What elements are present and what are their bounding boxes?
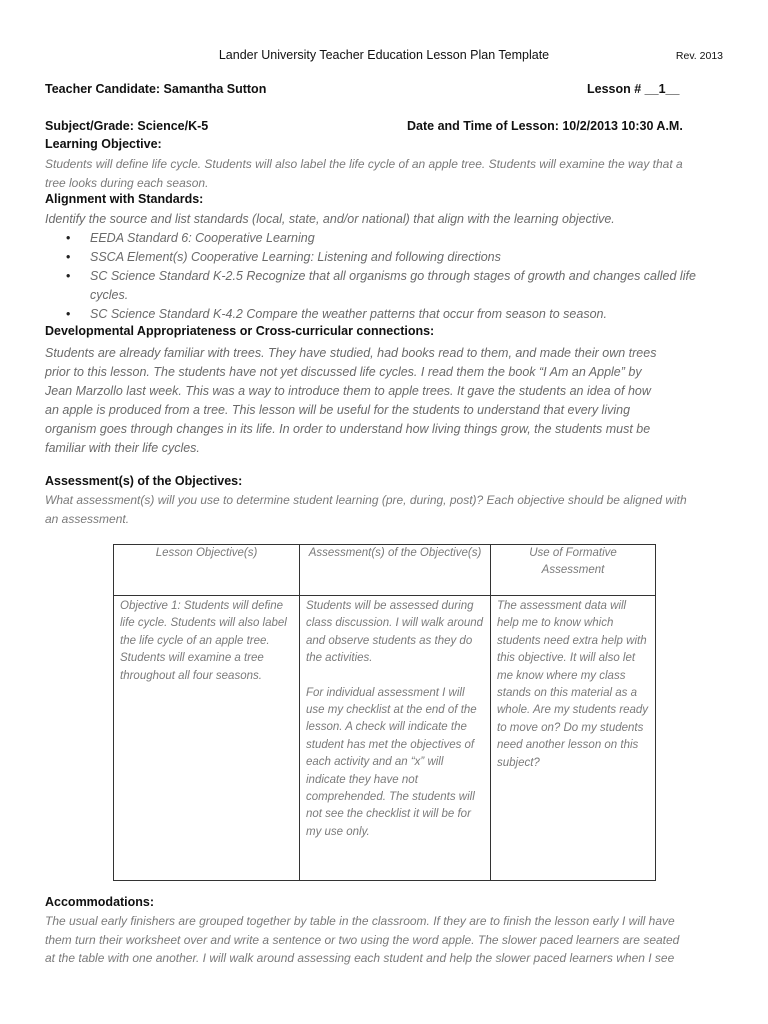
table-header-cell: Assessment(s) of the Objective(s) [300,545,491,596]
standard-item: • SC Science Standard K-4.2 Compare the weather patterns that occur from season to season. [90,305,768,324]
table-header-cell: Use of Formative Assessment [491,545,656,596]
text-line: Students will define life cycle. Students will also label the life cycle of an apple tree. Students will examine the way that a [45,157,683,171]
developmental-text [45,344,725,458]
table-header-cell: Lesson Objective(s) [114,545,300,596]
assessment-intro [45,491,725,528]
learning-objective-text [45,155,725,192]
text-line: prior to this lesson. The students have not yet discussed life cycles. I read them the book “I Am an Apple” by [45,365,642,379]
standard-item: • SSCA Element(s) Cooperative Learning: Listening and following directions [90,248,768,267]
date-time: Date and Time of Lesson: 10/2/2013 10:30 A.M. [407,119,683,133]
standards-list [45,229,768,324]
text-line: an apple is produced from a tree. This lesson will be useful for the students to understand that every living [45,403,631,417]
assessment-heading: Assessment(s) of the Objectives: [45,474,243,488]
table-row [114,596,656,881]
subject-grade: Subject/Grade: Science/K-5 [45,119,209,133]
text-line: tree looks during each season. [45,175,209,190]
text-line: organism goes through changes in its life. In order to understand how living things grow, the students must be [45,422,651,436]
standard-item: • SC Science Standard K-2.5 Recognize that all organisms go through stages of growth and changes called life cycles. [90,267,730,305]
text-line: Jean Marzollo last week. This was a way to introduce them to apple trees. It gave the students an idea of how [45,384,651,398]
text-line: an assessment. [45,511,130,526]
text-line: Students are already familiar with trees. They have studied, had books read to them, and made their own trees [45,346,657,360]
assessment-paragraph: For individual assessment I will use my checklist at the end of the lesson. A check will indicate the student has met the objectives of each activity and an “x” will indicate they have not comprehended. The students will not see the checklist it will be for my use only. [306,686,477,838]
text-line: them turn their worksheet over and write a sentence or two using the word apple. The slower paced learners are seated [45,932,680,947]
teacher-candidate: Teacher Candidate: Samantha Sutton [45,82,267,96]
accommodations-heading: Accommodations: [45,895,155,909]
assessment-cell [300,596,491,881]
text-line: at the table with one another. I will walk around assessing each student and help the slower paced learners when I see [45,951,675,966]
text-line: What assessment(s) will you use to determine student learning (pre, during, post)? Each objective should be aligned with [45,493,687,507]
standards-intro: Identify the source and list standards (local, state, and/or national) that align with the learning objective. [45,212,615,226]
learning-objective-heading: Learning Objective: [45,137,162,151]
lesson-number: Lesson # __1__ [587,82,680,96]
developmental-heading: Developmental Appropriateness or Cross-curricular connections: [45,324,435,338]
revision-label: Rev. 2013 [675,50,723,62]
formative-cell: The assessment data will help me to know which students need extra help with this objective. It will also let me know where my class stands on this material as a whole. Are my students ready to move on? Do my students need another lesson on this subject? [491,596,656,881]
assessment-table [113,544,656,881]
objective-cell: Objective 1: Students will define life cycle. Students will also label the life cycle of an apple tree. Students will examine a tree throughout all four seasons. [114,596,300,881]
standard-item: • EEDA Standard 6: Cooperative Learning [90,229,768,248]
assessment-paragraph: Students will be assessed during class discussion. I will walk around and observe students as they do the activities. [306,600,484,665]
standards-heading: Alignment with Standards: [45,192,204,206]
table-header-row [114,545,656,596]
text-line: familiar with their life cycles. [45,441,200,455]
document-title: Lander University Teacher Education Lesson Plan Template [218,48,550,62]
text-line: The usual early finishers are grouped together by table in the classroom. If they are to finish the lesson early I will have [45,914,675,928]
accommodations-text [45,912,725,968]
